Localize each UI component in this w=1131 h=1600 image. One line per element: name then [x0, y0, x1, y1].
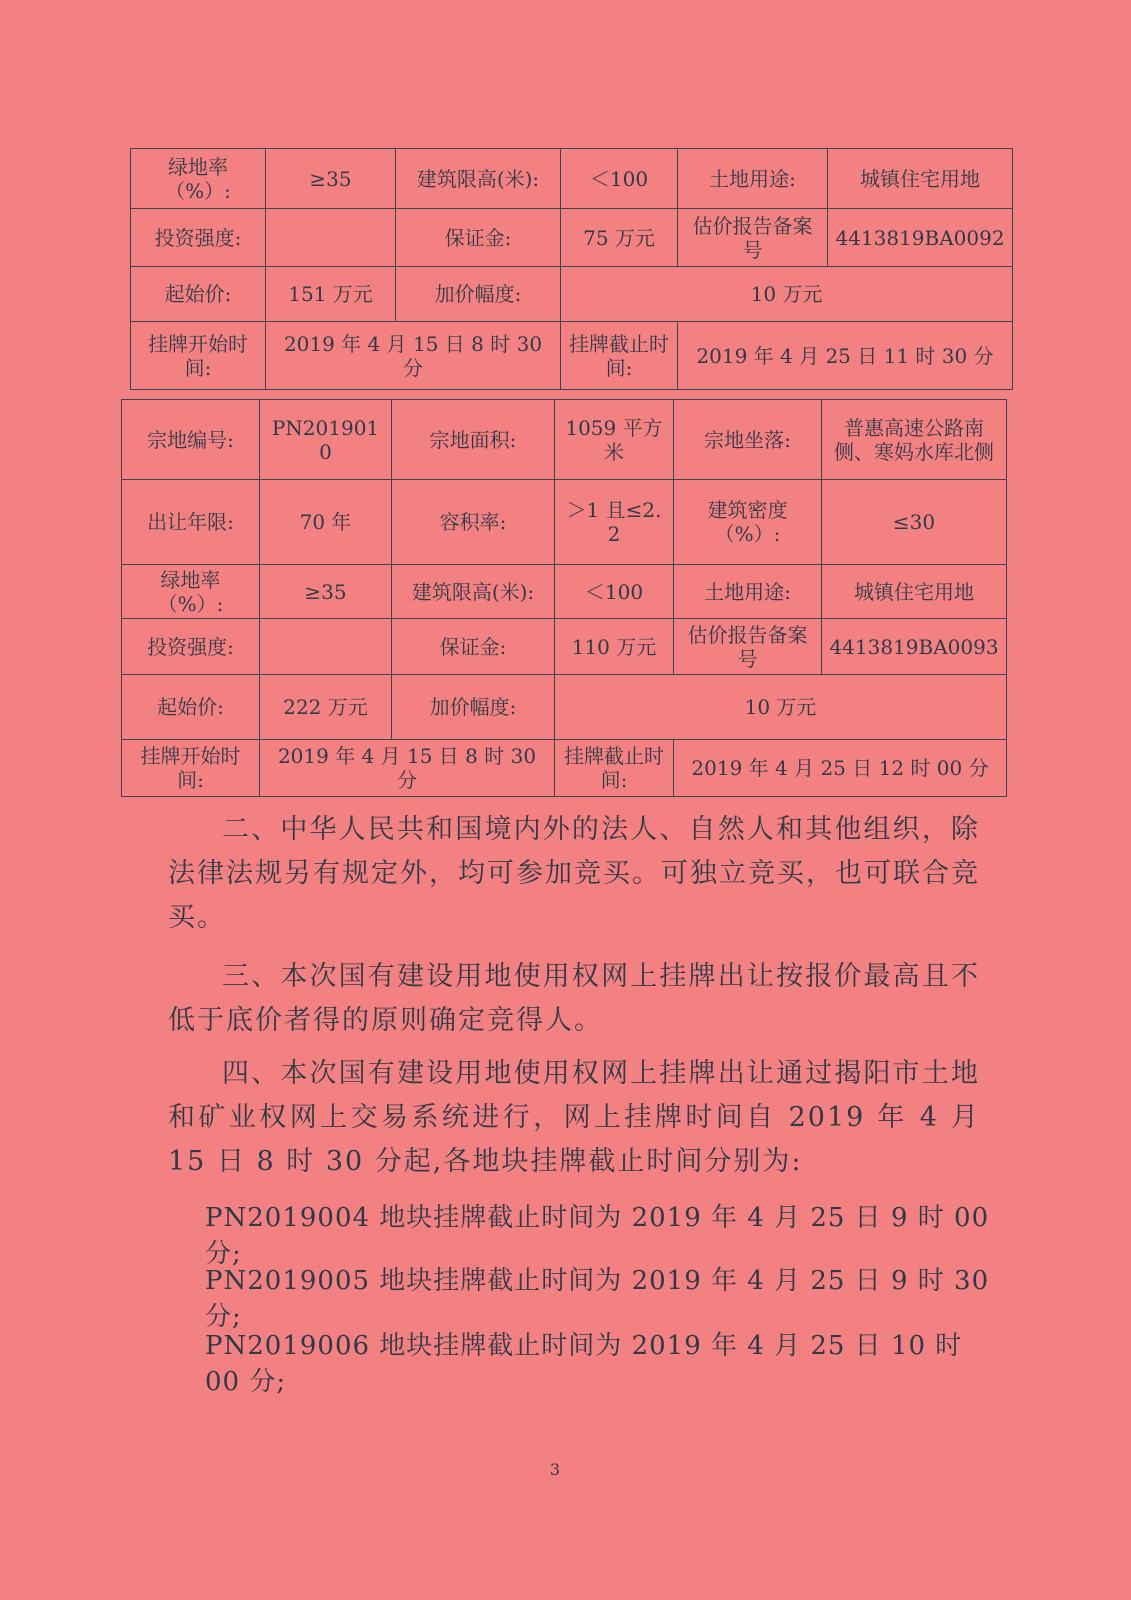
listing-end-label: 挂牌截止时间: [561, 322, 678, 390]
deadline-line: PN2019006 地块挂牌截止时间为 2019 年 4 月 25 日 10 时 00 分; [205, 1331, 963, 1397]
land-use-label: 土地用途: [678, 149, 828, 209]
plot-ratio-label: 容积率: [392, 480, 555, 565]
green-ratio-value: ≥35 [266, 149, 396, 209]
increment-value: 10 万元 [561, 267, 1013, 322]
appraisal-record-value: 4413819BA0092 [828, 209, 1013, 267]
green-ratio-label: 绿地率（%）: [131, 149, 266, 209]
deposit-label: 保证金: [392, 619, 555, 675]
paragraph-online-listing: 四、本次国有建设用地使用权网上挂牌出让通过揭阳市土地和矿业权网上交易系统进行，网上挂牌时间自 2019 年 4 月 15 日 8 时 30 分起,各地块挂牌截止时间分别为: [168, 1058, 980, 1177]
height-limit-value: ＜100 [561, 149, 678, 209]
height-limit-label: 建筑限高(米): [392, 565, 555, 619]
transfer-term-value: 70 年 [260, 480, 392, 565]
parcel-id-label: 宗地编号: [122, 400, 260, 480]
height-limit-value: ＜100 [555, 565, 674, 619]
table-row [122, 480, 1007, 565]
deadline-line: PN2019005 地块挂牌截止时间为 2019 年 4 月 25 日 9 时 30 分; [205, 1266, 990, 1332]
listing-start-value: 2019 年 4 月 15 日 8 时 30 分 [266, 322, 561, 390]
table-row [122, 619, 1007, 675]
green-ratio-label: 绿地率（%）: [122, 565, 260, 619]
investment-intensity-label: 投资强度: [131, 209, 266, 267]
table-row [131, 149, 1013, 209]
deposit-value: 110 万元 [555, 619, 674, 675]
deposit-label: 保证金: [396, 209, 561, 267]
deposit-value: 75 万元 [561, 209, 678, 267]
parcel-area-label: 宗地面积: [392, 400, 555, 480]
page-number: 3 [549, 1460, 561, 1479]
investment-intensity-value [266, 209, 396, 267]
increment-label: 加价幅度: [396, 267, 561, 322]
deadline-line: PN2019004 地块挂牌截止时间为 2019 年 4 月 25 日 9 时 00 分; [205, 1203, 990, 1269]
building-density-value: ≤30 [822, 480, 1007, 565]
starting-price-value: 151 万元 [266, 267, 396, 322]
starting-price-label: 起始价: [122, 675, 260, 740]
listing-end-label: 挂牌截止时间: [555, 740, 674, 797]
starting-price-label: 起始价: [131, 267, 266, 322]
land-use-label: 土地用途: [674, 565, 822, 619]
table-row [131, 209, 1013, 267]
investment-intensity-label: 投资强度: [122, 619, 260, 675]
listing-end-value: 2019 年 4 月 25 日 12 时 00 分 [674, 740, 1007, 797]
listing-end-value: 2019 年 4 月 25 日 11 时 30 分 [678, 322, 1013, 390]
land-use-value: 城镇住宅用地 [822, 565, 1007, 619]
table-row [122, 740, 1007, 797]
table-row [122, 565, 1007, 619]
listing-start-label: 挂牌开始时间: [131, 322, 266, 390]
table-row [122, 675, 1007, 740]
increment-value: 10 万元 [555, 675, 1007, 740]
listing-start-value: 2019 年 4 月 15 日 8 时 30 分 [260, 740, 555, 797]
appraisal-record-value: 4413819BA0093 [822, 619, 1007, 675]
building-density-label: 建筑密度（%）: [674, 480, 822, 565]
plot-ratio-value: ＞1 且≤2.2 [555, 480, 674, 565]
paragraph-winning-rule: 三、本次国有建设用地使用权网上挂牌出让按报价最高且不低于底价者得的原则确定竞得人。 [168, 961, 980, 1036]
appraisal-record-label: 估价报告备案号 [678, 209, 828, 267]
increment-label: 加价幅度: [392, 675, 555, 740]
land-parcel-table-1 [130, 148, 1013, 390]
table-row [122, 400, 1007, 480]
land-parcel-table-2 [121, 399, 1007, 797]
table-row [131, 322, 1013, 390]
paragraph-eligibility: 二、中华人民共和国境内外的法人、自然人和其他组织，除法律法规另有规定外，均可参加竞买。可独立竞买，也可联合竞买。 [168, 814, 980, 933]
appraisal-record-label: 估价报告备案号 [674, 619, 822, 675]
table-row [131, 267, 1013, 322]
investment-intensity-value [260, 619, 392, 675]
listing-start-label: 挂牌开始时间: [122, 740, 260, 797]
parcel-location-value: 普惠高速公路南侧、寒妈水库北侧 [822, 400, 1007, 480]
transfer-term-label: 出让年限: [122, 480, 260, 565]
parcel-id-value: PN2019010 [260, 400, 392, 480]
green-ratio-value: ≥35 [260, 565, 392, 619]
parcel-area-value: 1059 平方米 [555, 400, 674, 480]
parcel-location-label: 宗地坐落: [674, 400, 822, 480]
starting-price-value: 222 万元 [260, 675, 392, 740]
land-use-value: 城镇住宅用地 [828, 149, 1013, 209]
height-limit-label: 建筑限高(米): [396, 149, 561, 209]
